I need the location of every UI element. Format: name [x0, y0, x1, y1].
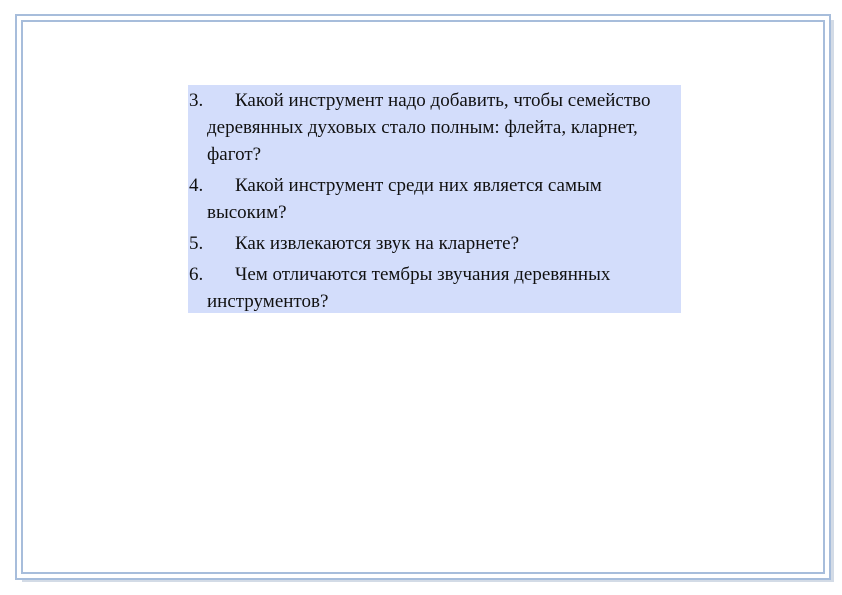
question-text: Как извлекаются звук на кларнете?: [235, 233, 519, 254]
question-item-6: [188, 261, 681, 315]
question-text: Какой инструмент среди них является самым высоким?: [207, 175, 602, 223]
question-text: Какой инструмент надо добавить, чтобы семейство деревянных духовых стало полным: флейта, кларнет, фагот?: [207, 90, 651, 165]
question-number: 4.: [189, 175, 204, 196]
question-item-4: [188, 172, 681, 226]
question-number: 3.: [189, 90, 204, 111]
question-item-5: [188, 230, 681, 257]
question-number: 6.: [189, 264, 204, 285]
question-item-3: [188, 87, 681, 168]
question-list: [188, 85, 681, 313]
question-number: 5.: [189, 233, 204, 254]
question-text: Чем отличаются тембры звучания деревянных инструментов?: [207, 264, 611, 312]
